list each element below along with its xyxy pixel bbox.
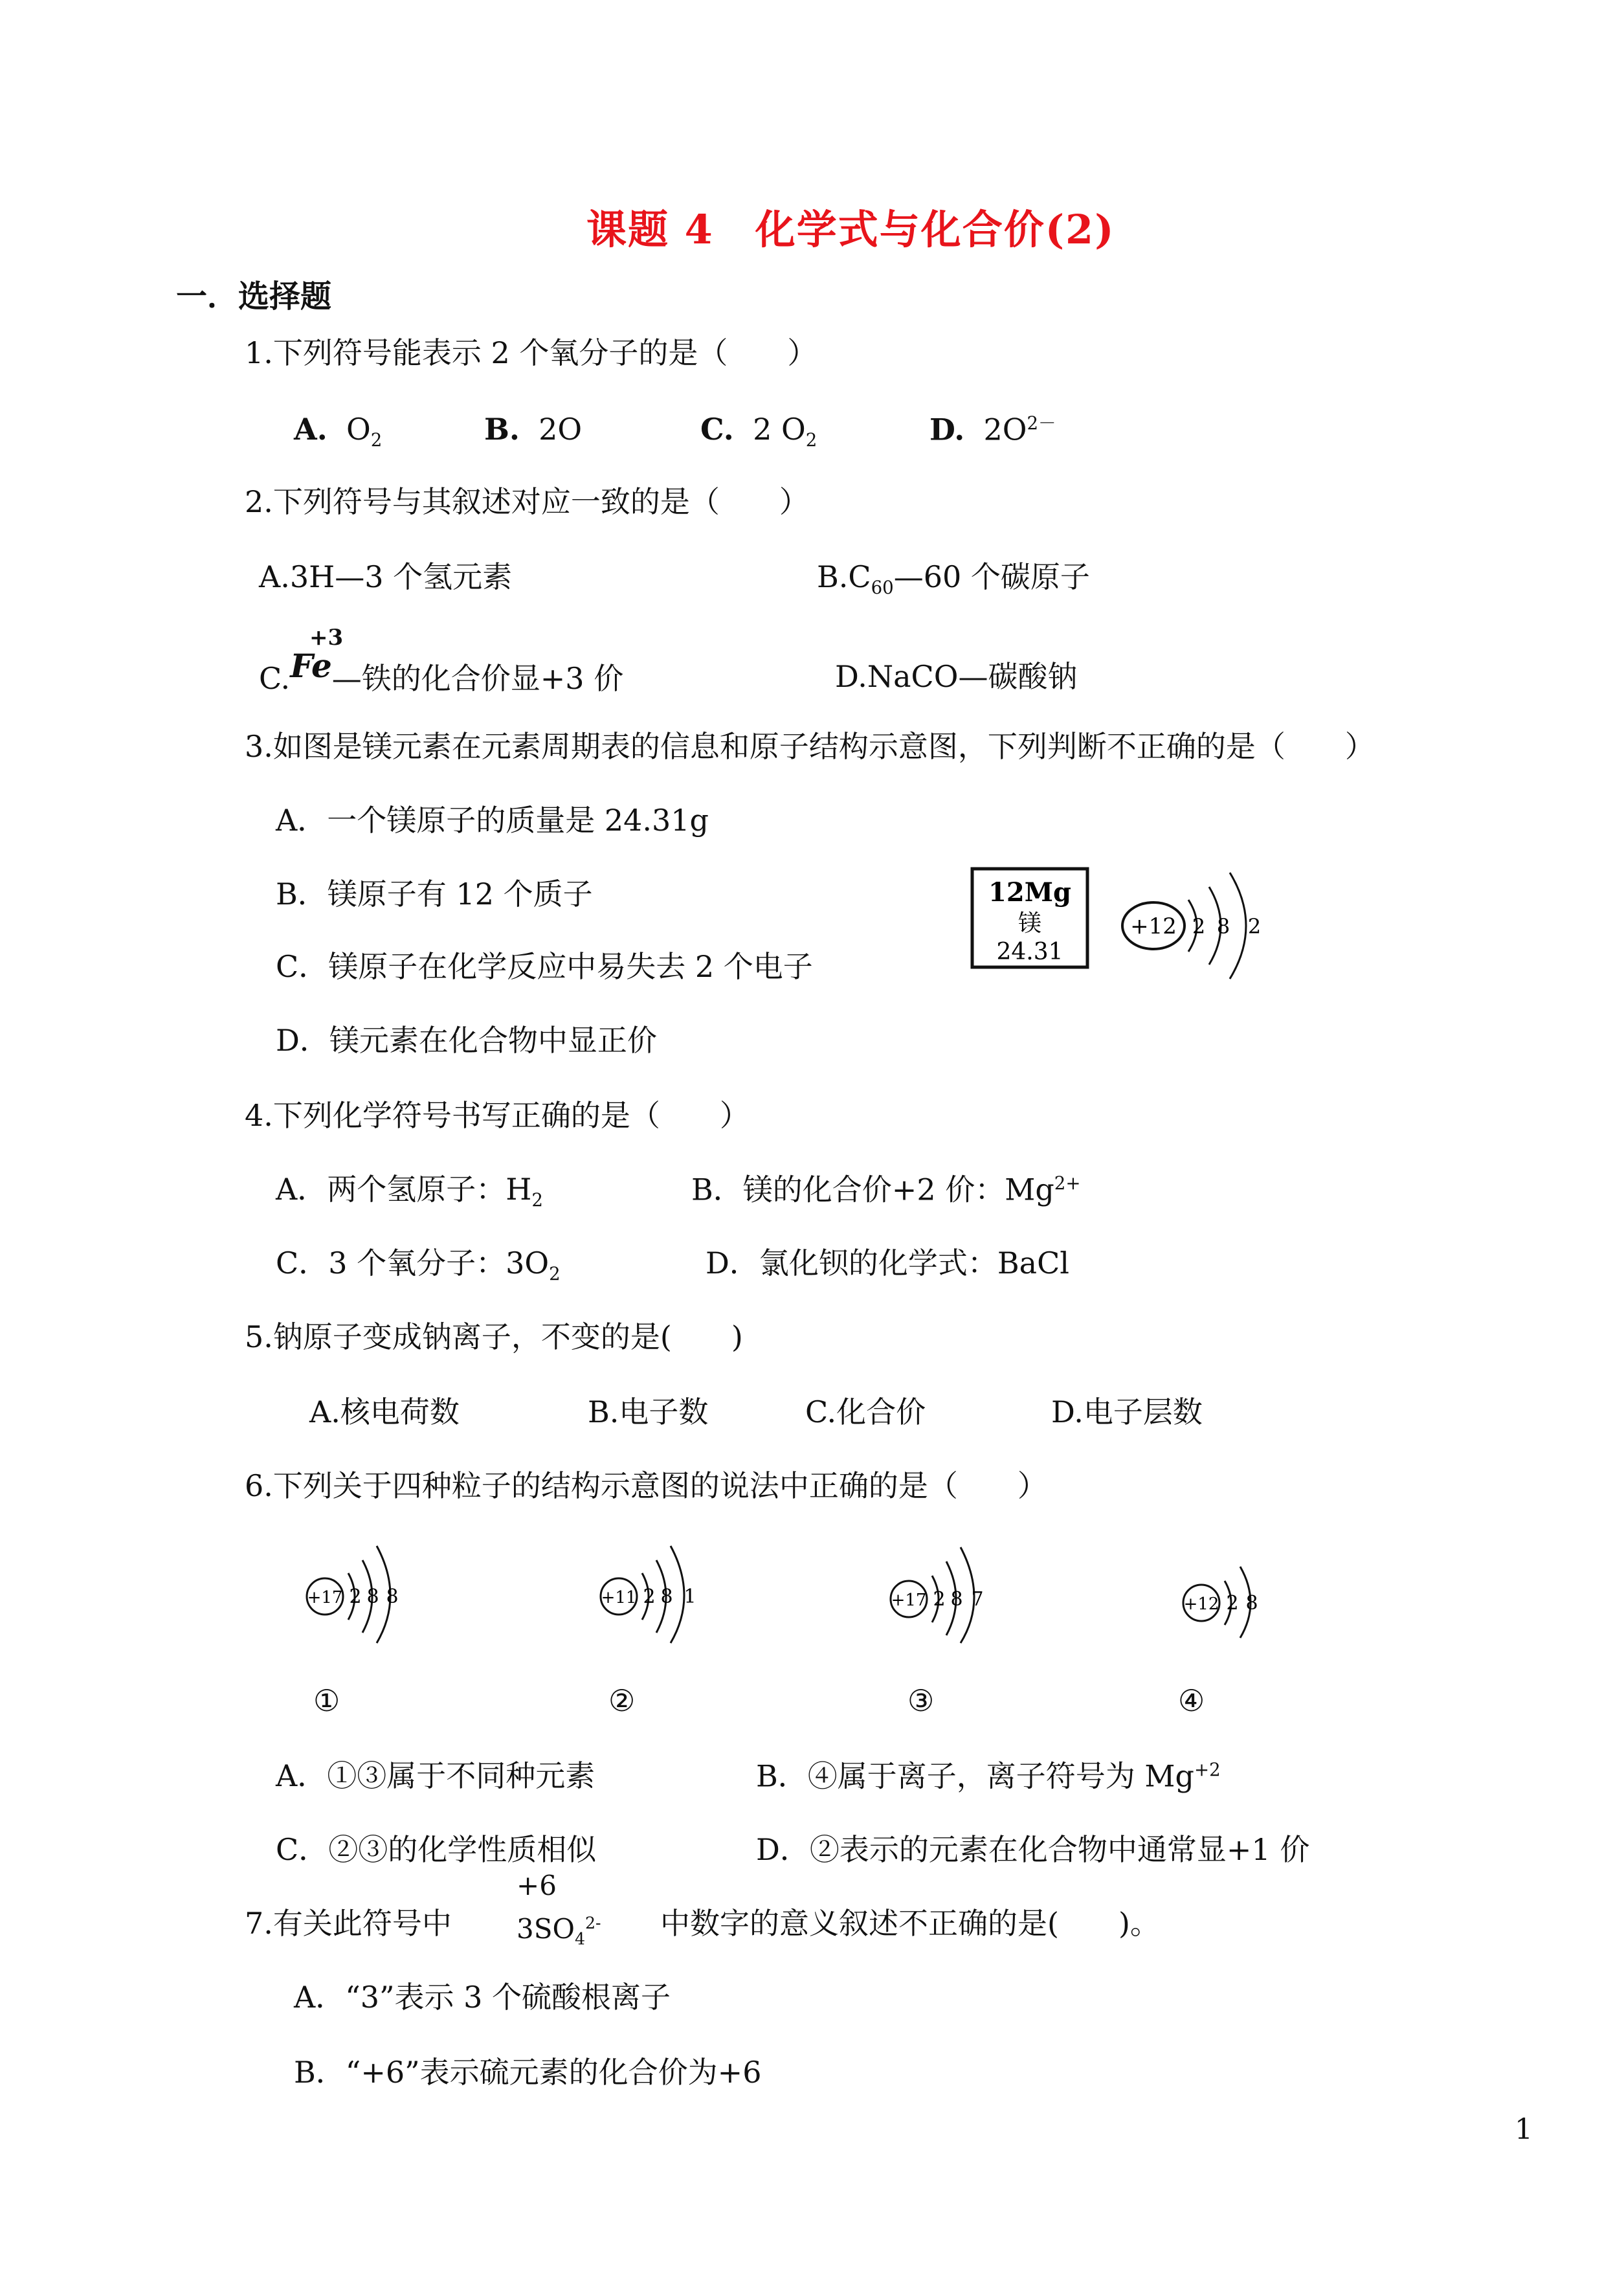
q7-formula [517, 1915, 601, 1947]
particle-diagram-2 [583, 1534, 712, 1644]
page-title: 课题 4 化学式与化合价(2) [586, 206, 1115, 253]
q2-option-b [817, 559, 1090, 599]
page-number: 1 [1515, 2113, 1533, 2146]
q2-b-pre: B.C [817, 559, 871, 594]
q6-option-c: C．②③的化学性质相似 [276, 1832, 597, 1867]
particle-4-nucleus: +12 [1183, 1594, 1219, 1614]
q6-option-b [756, 1758, 1221, 1794]
q7-formula-sup: 2- [584, 1914, 601, 1932]
q5-option-d: D.电子层数 [1051, 1394, 1203, 1429]
q2-c-label: C. [259, 661, 291, 696]
q1-a-text: O [346, 412, 371, 447]
q7-option-b: B．“+6”表示硫元素的化合价为+6 [294, 2055, 762, 2090]
card-name: 镁 [1018, 910, 1042, 937]
q4-b-sup: 2+ [1054, 1172, 1081, 1194]
particle-1-shell-1: 2 [349, 1585, 362, 1608]
particle-3-shell-2: 8 [950, 1588, 963, 1611]
q6-b-pre: B．④属于离子，离子符号为 Mg [756, 1758, 1194, 1794]
mg-shell-3: 2 [1247, 914, 1262, 939]
particle-diagram-3 [880, 1534, 1010, 1644]
particle-2-shell-1: 2 [643, 1585, 656, 1608]
q4-b-pre: B．镁的化合价+2 价：Mg [691, 1172, 1054, 1207]
particle-4-shell-1: 2 [1226, 1592, 1239, 1615]
card-mass: 24.31 [996, 939, 1063, 965]
q1-c-text: 2 O [753, 412, 806, 447]
mg-atom-diagram [1122, 873, 1261, 979]
q3-option-a: A．一个镁原子的质量是 24.31g [276, 803, 709, 838]
q1-a-label: A. [294, 412, 328, 447]
particle-2-nucleus: +11 [601, 1588, 637, 1607]
q3-option-d: D．镁元素在化合物中显正价 [276, 1023, 657, 1058]
q3-stem: 3.如图是镁元素在元素周期表的信息和原子结构示意图，下列判断不正确的是（ ） [245, 729, 1375, 764]
q2-option-c [259, 647, 624, 696]
q7-valence: +6 [517, 1870, 557, 1901]
q5-stem: 5.钠原子变成钠离子，不变的是( ) [245, 1319, 743, 1354]
q6-b-sup: +2 [1194, 1759, 1221, 1780]
particle-1-shell-3: 8 [386, 1585, 399, 1608]
q1-option-d [929, 412, 1056, 447]
particle-diagram-1 [295, 1534, 425, 1644]
mg-shell-1: 2 [1192, 914, 1206, 939]
particle-3-shell-3: 7 [971, 1588, 984, 1611]
q7-stem-pre: 7.有关此符号中 [245, 1906, 452, 1941]
particle-2-shell-3: 1 [684, 1585, 696, 1608]
particle-2-shell-2: 8 [660, 1585, 673, 1608]
element-card [972, 869, 1087, 967]
mg-nucleus-charge: +12 [1130, 913, 1177, 939]
q7-formula-base: 3SO [517, 1913, 575, 1945]
section-heading: 一．选择题 [176, 278, 332, 315]
q7-option-a: A．“3”表示 3 个硫酸根离子 [294, 1980, 671, 2015]
q2-option-a: A.3H—3 个氢元素 [259, 559, 513, 594]
q5-option-b: B.电子数 [588, 1394, 709, 1429]
q5-option-a: A.核电荷数 [309, 1394, 460, 1429]
q7-formula-sub: 4 [574, 1929, 585, 1949]
particle-label-3: ③ [907, 1683, 935, 1718]
q1-option-c [700, 414, 817, 449]
q2-c-valence: +3 [309, 625, 344, 651]
q6-stem: 6.下列关于四种粒子的结构示意图的说法中正确的是（ ） [245, 1468, 1047, 1503]
q4-a-sub: 2 [531, 1189, 543, 1211]
q2-b-sub: 60 [871, 577, 894, 599]
q4-option-a [276, 1174, 543, 1209]
q2-option-d: D.NaCO—碳酸钠 [835, 659, 1078, 694]
q1-c-sub: 2 [805, 429, 818, 451]
q1-d-text: 2O [983, 412, 1027, 447]
particle-label-1: ① [313, 1683, 340, 1718]
q4-option-d: D．氯化钡的化学式：BaCl [706, 1246, 1070, 1281]
q2-stem: 2.下列符号与其叙述对应一致的是（ ） [245, 484, 809, 519]
q1-a-sub: 2 [370, 429, 383, 451]
q4-option-b [691, 1172, 1081, 1207]
particle-label-2: ② [608, 1683, 636, 1718]
q4-c-pre: C．3 个氧分子：3O [276, 1246, 550, 1281]
q1-c-label: C. [700, 412, 734, 447]
particle-1-nucleus: +17 [307, 1588, 343, 1607]
q1-b-label: B. [484, 412, 520, 447]
particle-diagram-4 [1172, 1541, 1288, 1644]
q4-c-sub: 2 [549, 1263, 561, 1285]
q4-a-pre: A．两个氢原子：H [276, 1172, 532, 1207]
q7-stem-post: 中数字的意义叙述不正确的是( )。 [660, 1906, 1160, 1941]
q4-option-c [276, 1248, 561, 1283]
q1-b-text: 2O [539, 412, 583, 447]
q1-option-b [484, 412, 583, 447]
card-number-symbol: 12Mg [988, 877, 1071, 908]
q4-stem: 4.下列化学符号书写正确的是（ ） [245, 1098, 750, 1133]
q6-option-d: D．②表示的元素在化合物中通常显+1 价 [756, 1832, 1310, 1867]
q1-d-sup: 2－ [1027, 412, 1056, 434]
q3-option-c: C．镁原子在化学反应中易失去 2 个电子 [276, 949, 813, 984]
particle-label-4: ④ [1178, 1683, 1205, 1718]
q1-stem: 1.下列符号能表示 2 个氧分子的是（ ） [245, 335, 818, 370]
q2-b-post: —60 个碳原子 [893, 559, 1090, 594]
q3-option-b: B．镁原子有 12 个质子 [276, 877, 593, 912]
mg-shell-2: 8 [1216, 914, 1230, 939]
particle-4-shell-2: 8 [1245, 1592, 1258, 1615]
q2-c-post: —铁的化合价显+3 价 [331, 661, 624, 696]
particle-1-shell-2: 8 [366, 1585, 379, 1608]
q5-option-c: C.化合价 [805, 1394, 926, 1429]
q3-figure [964, 855, 1301, 1003]
particle-3-shell-1: 2 [933, 1588, 946, 1611]
q1-option-a [294, 414, 382, 449]
particle-3-nucleus: +17 [891, 1591, 927, 1610]
q6-option-a: A．①③属于不同种元素 [276, 1758, 595, 1793]
q2-c-symbol: Fe [290, 647, 332, 685]
q1-d-label: D. [929, 412, 965, 447]
